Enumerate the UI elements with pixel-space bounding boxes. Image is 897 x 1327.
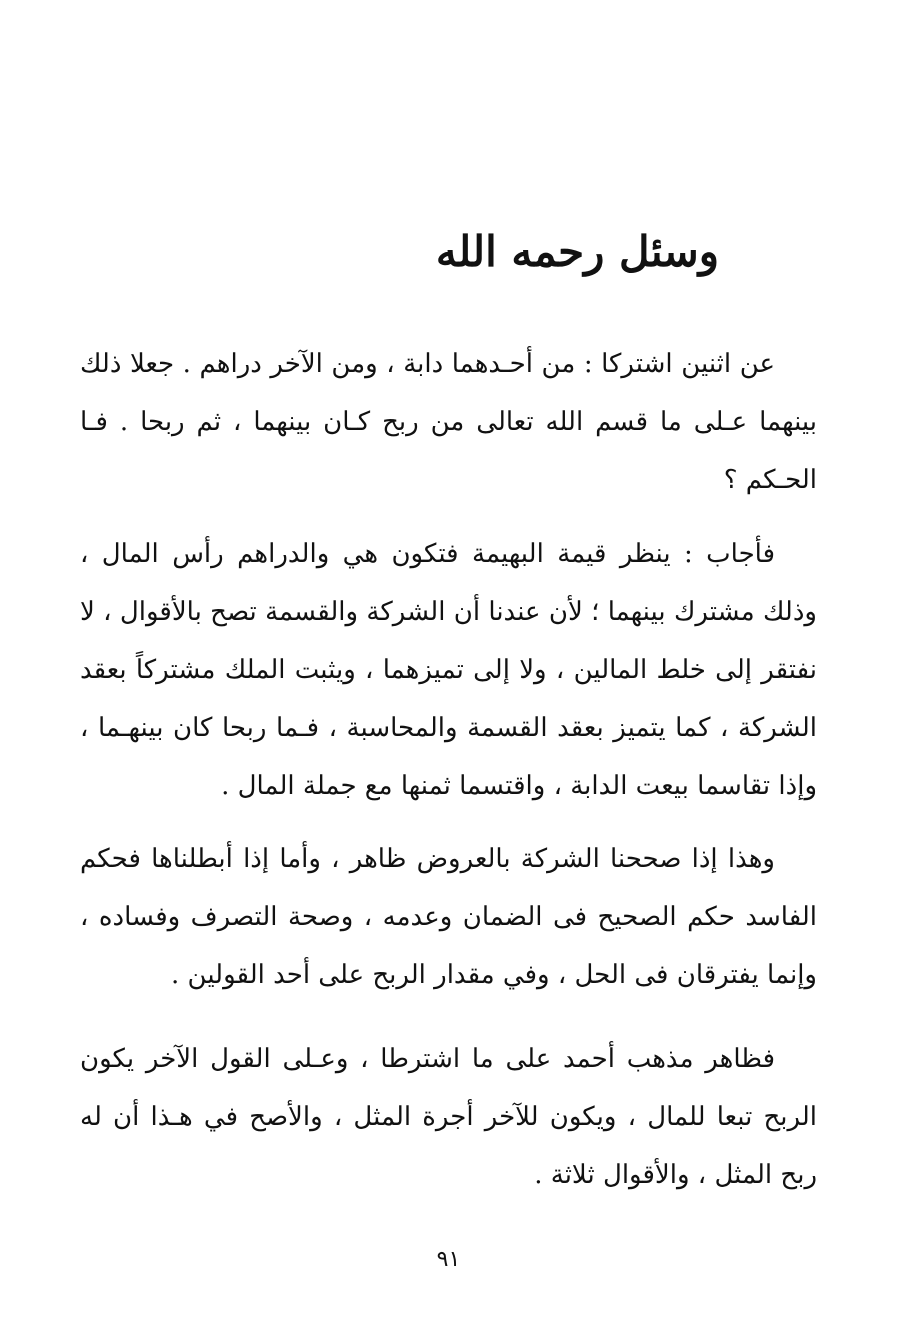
page-number: ٩١: [436, 1247, 461, 1272]
answer-text: فأجاب : ينظر قيمة البهيمة فتكون هي والدراهم رأس المال ، وذلك مشترك بينهما ؛ لأن عندنا أن الشركة والقسمة تصح بالأقوال ، لا نفتقر إلى خلط المالين ، ولا إلى تميزهما ، ويثبت الملك مشتركاً بعقد الشركة ، كما يتميز بعقد القسمة والمحاسبة ، فـما ربحا كان بينهـما ، وإذا تقاسما بيعت الدابة ، واقتسما ثمنها مع جملة المال .: [80, 539, 817, 801]
conclusion-text: فظاهر مذهب أحمد على ما اشترطا ، وعـلى القول الآخر يكون الربح تبعا للمال ، ويكون للآخر أجرة المثل ، والأصح في هـذا أن له ربح المثل ، والأقوال ثلاثة .: [80, 1044, 817, 1190]
explanation-paragraph: [80, 830, 817, 1004]
explanation-text: وهذا إذا صححنا الشركة بالعروض ظاهر ، وأما إذا أبطلناها فحكم الفاسد حكم الصحيح فى الضمان وعدمه ، وصحة التصرف وفساده ، وإنما يفترقان فى الحل ، وفي مقدار الربح على أحد القولين .: [80, 844, 817, 990]
question-text: عن اثنين اشتركا : من أحـدهما دابة ، ومن الآخر دراهم . جعلا ذلك بينهما عـلى ما قسم الله تعالى من ربح كـان بينهما ، ثم ربحا . فـا الحـكم ؟: [80, 349, 817, 495]
answer-paragraph: [80, 525, 817, 815]
section-heading: وسئل رحمه الله: [435, 227, 719, 276]
conclusion-paragraph: [80, 1030, 817, 1204]
question-paragraph: [80, 335, 817, 509]
